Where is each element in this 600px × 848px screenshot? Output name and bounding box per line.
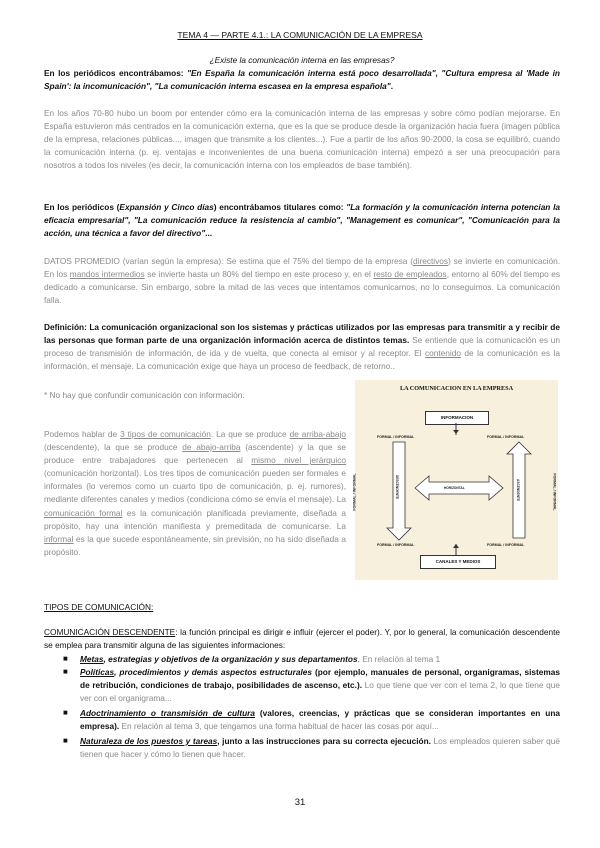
- p5-d: de la comunicación es la información, el mensaje. La comunicación exige que haya un proceso de feedback, de retorno..: [44, 348, 560, 372]
- p6-j: comunicación formal: [44, 507, 123, 518]
- p5-contenido: contenido: [424, 348, 461, 359]
- diagram-ascendente: ASCENDENTE: [515, 479, 520, 501]
- paragraph-headlines-1: [44, 67, 560, 93]
- p6-a: Podemos hablar de: [44, 429, 121, 439]
- bullet-3-d: En relación al tema 3, que tengamos una forma habitual de hacer las cosas por aquí...: [119, 721, 439, 732]
- p4-e: se invierte hasta un 80% del tiempo en este proceso y, en el: [144, 269, 374, 280]
- diagram-fi-right-side: FORMAL / INFORMAL: [552, 473, 557, 511]
- p6-f: de abajo-arriba: [182, 442, 241, 453]
- p6-k: es la comunicación planificada previamente, diseñada a propósito, hay una intención manifiesta y premeditada de comunicarse. La: [44, 507, 346, 531]
- paragraph-headlines-2: [44, 201, 560, 240]
- p4-g: , entorno al 60% del tiempo es dedicado a comunicarse. Sin embargo, sobre la mitad de las veces que intentamos comunicarnos, no lo conseguimos. La comunicación falla.: [44, 269, 561, 306]
- p4-a: DATOS PROMEDIO (varían según la empresa): Se estima que el 75% del tiempo de la empresa (: [44, 256, 414, 266]
- p6-g: (ascendente) y la que se produce entre trabajadores que pertenecen al: [44, 442, 347, 466]
- bullet-item-2: [80, 666, 560, 705]
- desc-term: COMUNICACIÓN DESCENDENTE: [44, 627, 176, 637]
- p6-m: es la que sucede espontáneamente, sin previsión, no ha sido diseñada a propósito.: [44, 533, 346, 557]
- bullet-1-a: Metas: [80, 654, 104, 664]
- bullet-4-c: , junto a las instrucciones para su correcta ejecución.: [217, 736, 431, 746]
- p3-c: ) encontrábamos titulares como:: [213, 202, 347, 212]
- p6-e: (descendente), la que se produce: [44, 442, 183, 453]
- diagram-title: LA COMUNICACION EN LA EMPRESA: [399, 385, 514, 392]
- bullet-2-b: , procedimientos y demás aspectos estructurales: [114, 667, 312, 677]
- bullet-glyph-1: ■: [63, 654, 68, 663]
- question: ¿Existe la comunicación interna en las empresas?: [209, 55, 395, 65]
- bullet-1-c: .: [357, 654, 363, 664]
- p3-b: Expansión y Cinco días: [119, 202, 214, 212]
- p3-d: "La formación y la comunicación interna potencian la eficacia empresarial", "La comunicación reduce la resistencia al cambio", "Management es comunicar", "Comunicación para la acción, una técnica a favor del directivo": [44, 202, 560, 239]
- note: * No hay que confundir comunicación con información.: [44, 390, 245, 400]
- p6-h: mismo nivel jerárquico: [251, 455, 346, 466]
- diagram-connector-top-head: [453, 430, 459, 434]
- types-heading: TIPOS DE COMUNICACIÓN:: [44, 602, 154, 612]
- bullet-glyph-3: ■: [63, 708, 68, 717]
- bullet-2-d: Lo que tiene que ver con el tema 2, lo que tiene que ver con el organigrama...: [80, 680, 560, 704]
- paragraph-descendente: [44, 626, 560, 652]
- p4-resto: resto de empleados: [373, 269, 447, 280]
- diagram-fi-top-right: FORMAL / INFORMAL: [487, 435, 525, 439]
- p6-b: 3 tipos de comunicación: [120, 429, 211, 439]
- bullet-1-b: , estrategias y objetivos de la organización y sus departamentos: [103, 654, 358, 664]
- communication-diagram: [352, 380, 558, 580]
- p6-i: (comunicación horizontal). Los tres tipos de comunicación pueden ser formales e informales (lo veremos como un cuarto tipo de comunicación, p. ej. rumores), mediante diferentes canales y medios (condiciona cómo se envía el mensaje). La: [44, 468, 346, 505]
- bullet-1-d: En relación al tema 1: [362, 654, 441, 664]
- paragraph-types: [44, 428, 346, 559]
- p6-l: informal: [44, 533, 74, 544]
- diagram-fi-bottom-left: FORMAL / INFORMAL: [377, 543, 415, 547]
- diagram-fi-bottom-right: FORMAL / INFORMAL: [487, 543, 525, 547]
- desc-body: : la función principal es dirigir e influir (ejercer el poder). Y, por lo general, la comunicación descendente se emplea para transmitir alguna de las siguientes informaciones:: [44, 627, 560, 651]
- definition-bold: Definición: La comunicación organizacional son los sistemas y prácticas utilizados por las empresas para transmitir a y recibir de las personas que forman parte de una organización información acerca de distintos temas.: [44, 322, 560, 346]
- paragraph-data: [44, 255, 560, 307]
- diagram-channels-box: CANALES Y MEDIOS: [420, 555, 496, 569]
- diagram-info-box: INFORMACION: [425, 411, 489, 425]
- p4-mandos: mandos intermedios: [69, 269, 145, 280]
- bullet-item-3: [80, 707, 560, 733]
- paragraph-history: En los años 70-80 hubo un boom por entender cómo era la comunicación interna de las empresas y sobre cómo podían mejorarse. En España estuvieron más centrados en la comunicación externa, que es la que se produce desde la organización hacia fuera (imagen pública de la empresa, relaciones públicas..., imagen que transmite a los clientes...). Fue a partir de los años 90-2000, la cosa se equilibró, cuando la comunicación interna (p. ej. ventajas e inconvenientes de una buena comunicación interna) empezó a ser una preocupación para nosotros a todos los niveles (es decir, la comunicación interna con los empleados de base también).: [44, 108, 560, 171]
- bullet-item-4: [80, 735, 560, 761]
- diagram-fi-left-side: FORMAL / INFORMAL: [352, 473, 357, 511]
- p6-d: de arriba-abajo: [289, 429, 346, 439]
- diagram-horizontal: HORIZONTAL: [444, 486, 465, 490]
- p4-c: ) se invierte en comunicación. En los: [44, 256, 560, 280]
- p1-lead: En los periódicos encontrábamos:: [44, 68, 188, 78]
- diagram-fi-top-left: FORMAL / INFORMAL: [377, 435, 415, 439]
- p4-directivos: directivos: [413, 256, 449, 266]
- bullet-3-a: Adoctrinamiento o transmisión de cultura: [80, 708, 255, 718]
- page-title: TEMA 4 — PARTE 4.1.: LA COMUNICACIÓN DE LA EMPRESA: [177, 30, 423, 40]
- p1-tail: .: [390, 81, 394, 92]
- bullet-3-c: (valores, creencias, y prácticas que se consideran importantes en una empresa).: [80, 708, 561, 732]
- bullet-glyph-2: ■: [63, 667, 68, 676]
- bullet-item-1: [80, 653, 560, 666]
- p3-e: ...: [205, 228, 213, 239]
- bullet-glyph-4: ■: [63, 736, 68, 745]
- p3-a: En los periódicos (: [44, 202, 120, 212]
- diagram-connector-bottom-head: [453, 544, 459, 548]
- diagram-descendente: DESCENDENTE: [395, 474, 400, 500]
- bullet-2-a: Políticas: [80, 667, 115, 677]
- bullet-2-c: (por ejemplo, manuales de personal, organigramas, sistemas de retribución, condiciones de trabajo, posibilidades de ascenso, etc.).: [80, 667, 560, 691]
- p1-quote: "En España la comunicación interna está poco desarrollada", "Cultura empresa al 'Made in Spain': la incomunicación", "La comunicación interna escasea en la empresa española": [44, 68, 560, 92]
- page-number: 31: [294, 797, 306, 808]
- paragraph-definition: [44, 321, 560, 373]
- p6-c: . La que se produce: [210, 429, 290, 439]
- bullet-4-d: Los empleados quieren saber qué tienen que hacer y cómo lo tienen que hacer.: [80, 736, 560, 760]
- p5-b: Se entiende que la comunicación es un proceso de transmisión de información, de ida y de vuelta, que conecta al emisor y al receptor. El: [44, 335, 561, 359]
- bullet-4-a: Naturaleza de los puestos y tareas: [80, 736, 218, 746]
